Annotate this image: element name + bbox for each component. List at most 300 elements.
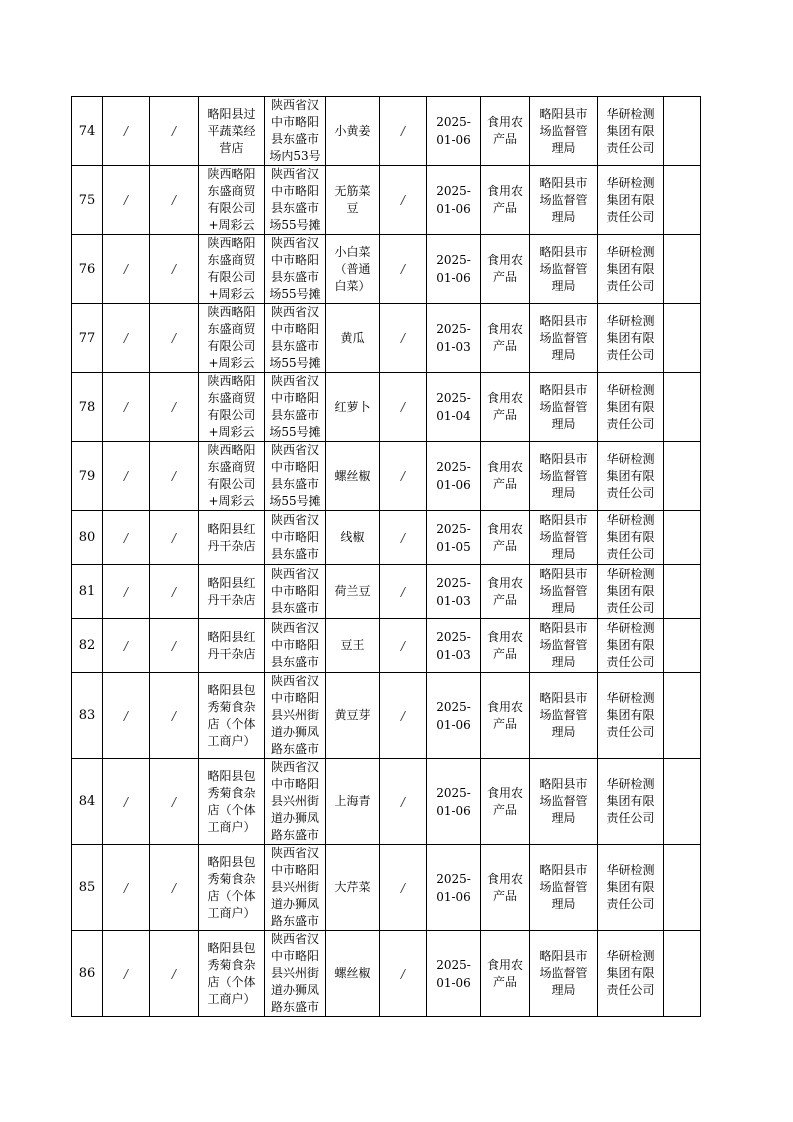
empty-cell: /: [380, 373, 427, 442]
supervising-agency: [530, 673, 598, 759]
product-name: [326, 845, 380, 931]
product-name: [326, 619, 380, 673]
business-name: [199, 166, 265, 235]
business-name: [199, 619, 265, 673]
business-address-line: 县兴州街: [270, 794, 319, 808]
empty-cell: /: [380, 759, 427, 845]
business-address-line: 场内53号: [269, 149, 321, 163]
product-name-line: 白菜）: [334, 278, 371, 293]
remarks-cell: [664, 511, 701, 565]
supervising-agency-line: 略阳县市: [539, 106, 588, 121]
product-name-line: （普通: [334, 261, 371, 276]
supervising-agency: [530, 235, 598, 304]
business-address-line: 道办狮凤: [270, 897, 319, 911]
supervising-agency-line: 略阳县市: [539, 621, 588, 635]
business-address-line: 路东盛市: [270, 1000, 319, 1014]
product-name: [326, 373, 380, 442]
testing-lab-line: 集团有限: [606, 530, 655, 544]
row-number: 84: [72, 759, 103, 845]
business-address: [265, 759, 326, 845]
supervising-agency-line: 理局: [551, 725, 576, 739]
empty-cell: /: [103, 845, 150, 931]
business-address-line: 场55号摊: [269, 356, 321, 370]
supervising-agency-line: 略阳县市: [539, 313, 588, 328]
supervising-agency-line: 理局: [551, 347, 576, 362]
business-name-line: +周彩云: [208, 356, 255, 370]
business-address: [265, 511, 326, 565]
product-name-line: 豆王: [340, 638, 365, 652]
remarks-cell: [664, 759, 701, 845]
testing-lab-line: 责任公司: [606, 983, 655, 997]
business-name-line: 有限公司: [207, 270, 256, 284]
testing-lab-line: 华研检测: [606, 382, 655, 397]
food-category-line: 产品: [492, 339, 517, 353]
testing-lab-line: 华研检测: [606, 949, 655, 963]
sample-date-line: 2025-: [436, 322, 471, 336]
testing-lab-line: 华研检测: [606, 513, 655, 527]
business-address-line: 县东盛市: [270, 547, 319, 561]
food-category-line: 产品: [492, 477, 517, 491]
supervising-agency: [530, 565, 598, 619]
food-category-line: 产品: [492, 201, 517, 215]
supervising-agency: [530, 931, 598, 1017]
empty-cell: /: [150, 373, 199, 442]
food-category-line: 食用农: [486, 322, 523, 336]
business-address: [265, 619, 326, 673]
food-category: [481, 931, 530, 1017]
food-category-line: 产品: [492, 888, 517, 903]
supervising-agency-line: 场监督管: [539, 880, 588, 894]
testing-lab-line: 华研检测: [606, 244, 655, 259]
table-row: [72, 166, 701, 235]
remarks-cell: [664, 565, 701, 619]
sample-date: [427, 845, 481, 931]
business-name-line: 略阳县过: [207, 106, 256, 121]
business-name-line: 平蔬菜经: [207, 123, 256, 138]
business-name-line: 店（个体: [207, 716, 256, 731]
business-name-line: 东盛商贸: [207, 322, 256, 336]
business-name-line: 工商户）: [207, 733, 256, 748]
testing-lab-line: 责任公司: [606, 485, 655, 500]
food-category-line: 食用农: [486, 253, 523, 267]
business-address-line: 县兴州街: [270, 880, 319, 894]
supervising-agency-line: 略阳县市: [539, 175, 588, 190]
supervising-agency-line: 场监督管: [539, 261, 588, 276]
row-number: 85: [72, 845, 103, 931]
sample-date-line: 2025-: [436, 699, 471, 714]
row-number: 81: [72, 565, 103, 619]
food-category-line: 产品: [492, 802, 517, 817]
testing-lab-line: 华研检测: [606, 313, 655, 328]
testing-lab-line: 集团有限: [606, 638, 655, 652]
sample-date-line: 2025-: [436, 253, 471, 267]
sample-date-line: 2025-: [436, 629, 471, 644]
empty-cell: /: [103, 442, 150, 511]
table-row: [72, 304, 701, 373]
business-address-line: 陕西省汉: [270, 443, 319, 457]
testing-lab: [598, 97, 664, 166]
business-name-line: +周彩云: [208, 494, 255, 508]
food-category-line: 食用农: [486, 957, 523, 972]
remarks-cell: [664, 845, 701, 931]
supervising-agency: [530, 511, 598, 565]
testing-lab-line: 集团有限: [606, 584, 655, 598]
business-address: [265, 845, 326, 931]
testing-lab-line: 集团有限: [606, 192, 655, 207]
business-name-line: 丹干杂店: [207, 592, 256, 607]
testing-lab-line: 华研检测: [606, 567, 655, 581]
product-name: [326, 97, 380, 166]
remarks-cell: [664, 235, 701, 304]
food-category: [481, 759, 530, 845]
remarks-cell: [664, 97, 701, 166]
business-name-line: 东盛商贸: [207, 391, 256, 405]
testing-lab-line: 责任公司: [606, 347, 655, 362]
testing-lab-line: 华研检测: [606, 777, 655, 791]
table-row: [72, 235, 701, 304]
testing-lab: [598, 166, 664, 235]
testing-lab-line: 华研检测: [606, 451, 655, 466]
supervising-agency: [530, 619, 598, 673]
empty-cell: /: [150, 235, 199, 304]
product-name-line: 上海青: [334, 794, 371, 808]
empty-cell: /: [150, 565, 199, 619]
business-address-line: 道办狮凤: [270, 983, 319, 997]
testing-lab: [598, 235, 664, 304]
supervising-agency-line: 理局: [551, 655, 576, 669]
testing-lab-line: 责任公司: [606, 725, 655, 739]
supervising-agency-line: 略阳县市: [539, 567, 588, 581]
empty-cell: /: [380, 235, 427, 304]
supervising-agency-line: 场监督管: [539, 399, 588, 414]
business-address-line: 中市略阳: [270, 322, 319, 336]
food-category-line: 产品: [492, 538, 517, 553]
testing-lab: [598, 565, 664, 619]
business-address-line: 场55号摊: [269, 494, 321, 508]
testing-lab: [598, 304, 664, 373]
sample-date: [427, 304, 481, 373]
business-name-line: 有限公司: [207, 477, 256, 491]
supervising-agency-line: 场监督管: [539, 584, 588, 598]
supervising-agency-line: 理局: [551, 278, 576, 293]
inspection-table: [71, 96, 701, 1017]
sample-date: [427, 673, 481, 759]
business-address-line: 县东盛市: [270, 408, 319, 422]
food-category: [481, 97, 530, 166]
business-address-line: 县兴州街: [270, 708, 319, 722]
business-address-line: 陕西省汉: [270, 513, 319, 527]
business-name-line: 秀菊食杂: [207, 699, 256, 714]
business-name-line: 陕西略阳: [207, 305, 256, 319]
business-address: [265, 166, 326, 235]
testing-lab-line: 集团有限: [606, 966, 655, 980]
empty-cell: /: [103, 166, 150, 235]
business-name-line: 店（个体: [207, 888, 256, 903]
product-name-line: 小白菜: [334, 244, 371, 259]
business-name: [199, 235, 265, 304]
business-address-line: 路东盛市: [270, 828, 319, 842]
business-address-line: 县东盛市: [270, 270, 319, 284]
supervising-agency-line: 场监督管: [539, 192, 588, 207]
business-address-line: 中市略阳: [270, 863, 319, 877]
product-name-line: 大芹菜: [334, 880, 371, 894]
row-number: 74: [72, 97, 103, 166]
supervising-agency: [530, 373, 598, 442]
product-name-line: 红萝卜: [334, 399, 371, 414]
testing-lab: [598, 373, 664, 442]
table-row: [72, 511, 701, 565]
sample-date: [427, 235, 481, 304]
business-name-line: 秀菊食杂: [207, 785, 256, 800]
row-number: 77: [72, 304, 103, 373]
empty-cell: /: [380, 442, 427, 511]
business-name: [199, 565, 265, 619]
testing-lab-line: 华研检测: [606, 863, 655, 877]
empty-cell: /: [380, 97, 427, 166]
testing-lab-line: 责任公司: [606, 811, 655, 825]
food-category-line: 食用农: [486, 115, 523, 129]
sample-date-line: 2025-: [436, 785, 471, 800]
food-category-line: 食用农: [486, 699, 523, 714]
business-address: [265, 442, 326, 511]
product-name-line: 小黄姜: [334, 123, 371, 138]
business-name-line: 工商户）: [207, 819, 256, 834]
business-address-line: 陕西省汉: [270, 932, 319, 946]
business-address-line: 县东盛市: [270, 601, 319, 615]
remarks-cell: [664, 442, 701, 511]
empty-cell: /: [380, 673, 427, 759]
supervising-agency-line: 理局: [551, 209, 576, 224]
product-name-line: 豆: [346, 201, 359, 215]
remarks-cell: [664, 673, 701, 759]
sample-date-line: 2025-: [436, 575, 471, 590]
sample-date-line: 01-03: [436, 647, 471, 662]
empty-cell: /: [103, 565, 150, 619]
supervising-agency-line: 略阳县市: [539, 777, 588, 791]
business-address-line: 陕西省汉: [270, 167, 319, 181]
supervising-agency: [530, 759, 598, 845]
testing-lab-line: 责任公司: [606, 278, 655, 293]
business-address: [265, 931, 326, 1017]
row-number: 82: [72, 619, 103, 673]
testing-lab-line: 责任公司: [606, 897, 655, 911]
food-category-line: 食用农: [486, 575, 523, 590]
testing-lab-line: 集团有限: [606, 399, 655, 414]
business-name-line: 店（个体: [207, 974, 256, 989]
business-name: [199, 673, 265, 759]
product-name-line: 螺丝椒: [334, 468, 371, 483]
supervising-agency-line: 略阳县市: [539, 382, 588, 397]
business-name-line: 秀菊食杂: [207, 871, 256, 886]
food-category: [481, 565, 530, 619]
empty-cell: /: [103, 304, 150, 373]
table-row: [72, 931, 701, 1017]
business-name-line: 店（个体: [207, 802, 256, 817]
business-address-line: 路东盛市: [270, 914, 319, 928]
sample-date: [427, 511, 481, 565]
supervising-agency-line: 理局: [551, 416, 576, 431]
supervising-agency: [530, 845, 598, 931]
business-name-line: 略阳县红: [207, 521, 256, 536]
testing-lab-line: 集团有限: [606, 261, 655, 276]
food-category-line: 食用农: [486, 391, 523, 405]
remarks-cell: [664, 373, 701, 442]
row-number: 80: [72, 511, 103, 565]
business-name-line: 略阳县包: [207, 940, 256, 955]
empty-cell: /: [150, 619, 199, 673]
supervising-agency-line: 理局: [551, 897, 576, 911]
business-name-line: 略阳县包: [207, 682, 256, 697]
food-category: [481, 304, 530, 373]
business-address-line: 道办狮凤: [270, 725, 319, 739]
food-category: [481, 442, 530, 511]
sample-date-line: 01-06: [436, 271, 471, 285]
business-name-line: 陕西略阳: [207, 374, 256, 388]
food-category-line: 食用农: [486, 871, 523, 886]
business-name: [199, 373, 265, 442]
food-category-line: 产品: [492, 974, 517, 989]
supervising-agency-line: 略阳县市: [539, 691, 588, 705]
remarks-cell: [664, 166, 701, 235]
empty-cell: /: [103, 235, 150, 304]
business-name-line: +周彩云: [208, 287, 255, 301]
business-address-line: 中市略阳: [270, 460, 319, 474]
testing-lab-line: 华研检测: [606, 106, 655, 121]
sample-date-line: 01-03: [436, 593, 471, 608]
row-number: 79: [72, 442, 103, 511]
empty-cell: /: [380, 619, 427, 673]
empty-cell: /: [103, 511, 150, 565]
empty-cell: /: [150, 673, 199, 759]
business-name-line: 营店: [219, 140, 244, 155]
empty-cell: /: [150, 931, 199, 1017]
product-name: [326, 759, 380, 845]
empty-cell: /: [103, 931, 150, 1017]
supervising-agency-line: 理局: [551, 547, 576, 561]
food-category-line: 产品: [492, 132, 517, 146]
testing-lab-line: 集团有限: [606, 708, 655, 722]
supervising-agency-line: 场监督管: [539, 966, 588, 980]
sample-date-line: 01-06: [436, 478, 471, 492]
supervising-agency-line: 场监督管: [539, 123, 588, 138]
business-name-line: 略阳县包: [207, 854, 256, 869]
food-category: [481, 166, 530, 235]
business-name: [199, 97, 265, 166]
testing-lab: [598, 511, 664, 565]
food-category-line: 食用农: [486, 785, 523, 800]
testing-lab-line: 华研检测: [606, 175, 655, 190]
row-number: 76: [72, 235, 103, 304]
empty-cell: /: [150, 759, 199, 845]
business-address-line: 场55号摊: [269, 425, 321, 439]
food-category-line: 产品: [492, 592, 517, 607]
business-name-line: 有限公司: [207, 339, 256, 353]
business-name-line: 陕西略阳: [207, 167, 256, 181]
empty-cell: /: [103, 97, 150, 166]
product-name: [326, 565, 380, 619]
business-address-line: 中市略阳: [270, 691, 319, 705]
sample-date: [427, 759, 481, 845]
sample-date-line: 2025-: [436, 460, 471, 474]
business-name-line: 有限公司: [207, 201, 256, 215]
empty-cell: /: [380, 845, 427, 931]
empty-cell: /: [103, 759, 150, 845]
testing-lab-line: 集团有限: [606, 468, 655, 483]
testing-lab: [598, 845, 664, 931]
sample-date-line: 01-05: [436, 539, 471, 554]
supervising-agency-line: 略阳县市: [539, 451, 588, 466]
product-name: [326, 511, 380, 565]
empty-cell: /: [150, 97, 199, 166]
business-address-line: 陕西省汉: [270, 374, 319, 388]
testing-lab-line: 责任公司: [606, 655, 655, 669]
sample-date-line: 01-06: [436, 202, 471, 216]
testing-lab-line: 责任公司: [606, 209, 655, 224]
supervising-agency: [530, 97, 598, 166]
remarks-cell: [664, 304, 701, 373]
food-category-line: 食用农: [486, 184, 523, 198]
business-address-line: 陕西省汉: [270, 760, 319, 774]
empty-cell: /: [103, 673, 150, 759]
business-address-line: 陕西省汉: [270, 98, 319, 112]
sample-date-line: 01-03: [436, 340, 471, 354]
supervising-agency-line: 略阳县市: [539, 949, 588, 963]
testing-lab-line: 华研检测: [606, 621, 655, 635]
business-name-line: +周彩云: [208, 218, 255, 232]
food-category: [481, 373, 530, 442]
empty-cell: /: [380, 166, 427, 235]
table-row: [72, 442, 701, 511]
business-address: [265, 235, 326, 304]
business-address-line: 陕西省汉: [270, 236, 319, 250]
food-category: [481, 511, 530, 565]
empty-cell: /: [150, 845, 199, 931]
testing-lab-line: 责任公司: [606, 547, 655, 561]
business-address-line: 中市略阳: [270, 584, 319, 598]
sample-date-line: 01-06: [436, 889, 471, 904]
business-address-line: 陕西省汉: [270, 567, 319, 581]
business-address-line: 县兴州街: [270, 966, 319, 980]
business-address-line: 中市略阳: [270, 184, 319, 198]
testing-lab-line: 责任公司: [606, 416, 655, 431]
business-address-line: 陕西省汉: [270, 305, 319, 319]
product-name: [326, 304, 380, 373]
business-address-line: 县东盛市: [270, 477, 319, 491]
empty-cell: /: [150, 166, 199, 235]
business-address-line: 中市略阳: [270, 949, 319, 963]
testing-lab-line: 集团有限: [606, 794, 655, 808]
sample-date-line: 01-06: [436, 133, 471, 147]
empty-cell: /: [103, 373, 150, 442]
business-name-line: +周彩云: [208, 425, 255, 439]
business-address-line: 中市略阳: [270, 777, 319, 791]
product-name-line: 螺丝椒: [334, 966, 371, 980]
testing-lab-line: 集团有限: [606, 123, 655, 138]
row-number: 83: [72, 673, 103, 759]
supervising-agency: [530, 304, 598, 373]
business-name-line: 工商户）: [207, 991, 256, 1006]
testing-lab-line: 集团有限: [606, 330, 655, 345]
empty-cell: /: [380, 304, 427, 373]
business-address-line: 县东盛市: [270, 655, 319, 669]
product-name-line: 荷兰豆: [334, 584, 371, 598]
business-address: [265, 673, 326, 759]
empty-cell: /: [380, 511, 427, 565]
sample-date: [427, 565, 481, 619]
product-name: [326, 166, 380, 235]
business-address-line: 中市略阳: [270, 530, 319, 544]
sample-date: [427, 442, 481, 511]
